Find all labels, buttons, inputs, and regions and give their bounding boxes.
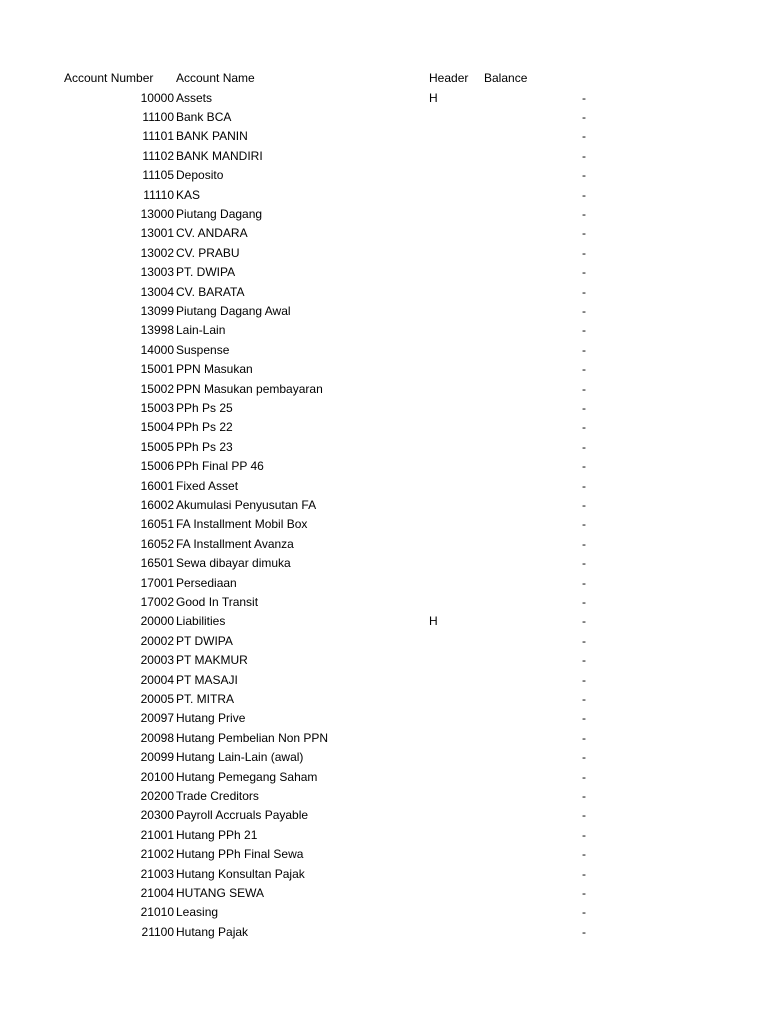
table-row — [0, 263, 768, 282]
account-name-cell: PPh Ps 25 — [176, 400, 233, 415]
account-number-cell: 11100 — [142, 109, 174, 124]
balance-cell: - — [582, 556, 586, 571]
table-row — [0, 127, 768, 146]
account-name-cell: Trade Creditors — [176, 788, 259, 803]
account-name-cell: KAS — [176, 187, 201, 202]
balance-cell: - — [582, 885, 586, 900]
account-number-cell: 15001 — [140, 362, 174, 377]
account-name-cell: Good In Transit — [176, 594, 259, 609]
balance-cell: - — [582, 497, 586, 512]
balance-cell: - — [582, 381, 586, 396]
account-number-cell: 21100 — [141, 924, 174, 939]
account-name-cell: CV. BARATA — [176, 284, 245, 299]
table-row — [0, 438, 768, 457]
table-row — [0, 166, 768, 185]
table-row — [0, 477, 768, 496]
account-name-cell: PPh Final PP 46 — [176, 459, 264, 474]
balance-cell: - — [582, 633, 586, 648]
account-number-cell: 20000 — [140, 614, 174, 629]
account-number-cell: 13998 — [140, 323, 174, 338]
table-row — [0, 457, 768, 476]
account-name-cell: PT. DWIPA — [176, 265, 236, 280]
account-number-cell: 21010 — [140, 905, 174, 920]
account-number-cell: 20003 — [140, 653, 174, 668]
account-name-cell: FA Installment Avanza — [176, 536, 294, 551]
account-name-cell: Lain-Lain — [176, 323, 226, 338]
account-number-cell: 16001 — [140, 478, 174, 493]
balance-cell: - — [582, 245, 586, 260]
balance-cell: - — [582, 905, 586, 920]
balance-cell: - — [582, 478, 586, 493]
table-row — [0, 690, 768, 709]
table-row — [0, 283, 768, 302]
table-row — [0, 186, 768, 205]
balance-cell: - — [582, 750, 586, 765]
balance-cell: - — [582, 517, 586, 532]
account-name-cell: Assets — [176, 90, 213, 105]
account-name-cell: Hutang Prive — [176, 711, 246, 726]
account-number-cell: 13099 — [140, 303, 174, 318]
table-row — [0, 418, 768, 437]
account-number-cell: 20099 — [140, 750, 174, 765]
table-row — [0, 205, 768, 224]
table-row — [0, 302, 768, 321]
account-name-cell: Akumulasi Penyusutan FA — [176, 497, 317, 512]
account-number-cell: 21001 — [140, 827, 174, 842]
account-name-cell: HUTANG SEWA — [176, 885, 265, 900]
account-number-cell: 21002 — [140, 847, 174, 862]
account-name-cell: Payroll Accruals Payable — [176, 808, 309, 823]
table-row — [0, 632, 768, 651]
balance-cell: - — [582, 226, 586, 241]
table-row — [0, 826, 768, 845]
balance-cell: - — [582, 342, 586, 357]
table-row — [0, 554, 768, 573]
table-row — [0, 787, 768, 806]
account-name-cell: Sewa dibayar dimuka — [176, 556, 291, 571]
account-number-cell: 11101 — [142, 129, 174, 144]
account-number-cell: 16051 — [140, 517, 174, 532]
account-number-cell: 20100 — [140, 769, 174, 784]
balance-cell: - — [582, 614, 586, 629]
balance-cell: - — [582, 711, 586, 726]
account-name-cell: PT MASAJI — [176, 672, 238, 687]
balance-cell: - — [582, 653, 586, 668]
account-name-cell: BANK PANIN — [176, 129, 248, 144]
account-name-cell: Suspense — [176, 342, 230, 357]
table-row — [0, 612, 768, 631]
account-number-cell: 16501 — [140, 556, 174, 571]
account-number-cell: 21004 — [140, 885, 174, 900]
account-name-cell: Piutang Dagang — [176, 206, 263, 221]
account-number-cell: 17002 — [140, 594, 174, 609]
balance-cell: - — [582, 439, 586, 454]
balance-cell: - — [582, 129, 586, 144]
account-number-cell: 13000 — [140, 206, 174, 221]
balance-cell: - — [582, 323, 586, 338]
table-row — [0, 224, 768, 243]
account-name-cell: PPN Masukan — [176, 362, 253, 377]
table-row — [0, 729, 768, 748]
account-number-cell: 15005 — [140, 439, 174, 454]
balance-cell: - — [582, 420, 586, 435]
account-name-cell: CV. PRABU — [176, 245, 240, 260]
table-row — [0, 768, 768, 787]
account-number-cell: 13002 — [140, 245, 174, 260]
account-number-cell: 11105 — [142, 168, 174, 183]
balance-cell: - — [582, 672, 586, 687]
balance-cell: - — [582, 691, 586, 706]
account-number-cell: 20004 — [140, 672, 174, 687]
account-name-cell: Persediaan — [176, 575, 237, 590]
account-name-cell: Hutang Pembelian Non PPN — [176, 730, 329, 745]
balance-column-header: Balance — [484, 71, 528, 85]
account-number-cell: 20300 — [140, 808, 174, 823]
account-number-column-header: Account Number — [64, 71, 154, 85]
table-row — [0, 593, 768, 612]
account-number-cell: 20098 — [140, 730, 174, 745]
account-number-cell: 15006 — [140, 459, 174, 474]
balance-cell: - — [582, 362, 586, 377]
balance-cell: - — [582, 303, 586, 318]
balance-cell: - — [582, 148, 586, 163]
balance-cell: - — [582, 847, 586, 862]
account-name-cell: Hutang Pajak — [176, 924, 249, 939]
account-number-cell: 20200 — [140, 788, 174, 803]
balance-cell: - — [582, 808, 586, 823]
account-name-cell: PPN Masukan pembayaran — [176, 381, 323, 396]
account-number-cell: 11102 — [142, 148, 174, 163]
account-name-column-header: Account Name — [176, 71, 255, 85]
account-name-cell: Liabilities — [176, 614, 226, 629]
table-row — [0, 865, 768, 884]
balance-cell: - — [582, 109, 586, 124]
balance-cell: - — [582, 168, 586, 183]
balance-cell: - — [582, 827, 586, 842]
balance-cell: - — [582, 90, 586, 105]
account-number-cell: 20002 — [140, 633, 174, 648]
account-name-cell: FA Installment Mobil Box — [176, 517, 308, 532]
account-number-cell: 17001 — [140, 575, 174, 590]
balance-cell: - — [582, 924, 586, 939]
balance-cell: - — [582, 187, 586, 202]
balance-cell: - — [582, 284, 586, 299]
account-name-cell: PT DWIPA — [176, 633, 233, 648]
balance-cell: - — [582, 788, 586, 803]
account-number-cell: 11110 — [143, 187, 174, 202]
account-name-cell: Bank BCA — [176, 109, 232, 124]
account-name-cell: Deposito — [176, 168, 224, 183]
table-row — [0, 806, 768, 825]
table-row — [0, 651, 768, 670]
balance-cell: - — [582, 265, 586, 280]
balance-cell: - — [582, 400, 586, 415]
balance-cell: - — [582, 730, 586, 745]
account-number-cell: 21003 — [140, 866, 174, 881]
table-row — [0, 884, 768, 903]
table-row — [0, 923, 768, 942]
account-number-cell: 10000 — [140, 90, 174, 105]
table-row — [0, 380, 768, 399]
account-name-cell: PPh Ps 22 — [176, 420, 233, 435]
account-name-cell: PT MAKMUR — [176, 653, 248, 668]
table-row — [0, 108, 768, 127]
account-number-cell: 20005 — [140, 691, 174, 706]
account-name-cell: PPh Ps 23 — [176, 439, 233, 454]
table-row — [0, 399, 768, 418]
header-flag-cell: H — [429, 614, 438, 629]
account-name-cell: Leasing — [176, 905, 219, 920]
table-row — [0, 321, 768, 340]
account-name-cell: CV. ANDARA — [176, 226, 248, 241]
table-row — [0, 709, 768, 728]
header-flag-cell: H — [429, 90, 438, 105]
account-name-cell: Hutang Lain-Lain (awal) — [176, 750, 304, 765]
account-number-cell: 13003 — [140, 265, 174, 280]
account-name-cell: Hutang PPh Final Sewa — [176, 847, 304, 862]
balance-cell: - — [582, 536, 586, 551]
table-row — [0, 360, 768, 379]
table-row — [0, 515, 768, 534]
table-row — [0, 496, 768, 515]
table-row — [0, 748, 768, 767]
account-number-cell: 16002 — [140, 497, 174, 512]
account-number-cell: 13001 — [140, 226, 174, 241]
balance-cell: - — [582, 594, 586, 609]
header-column-header: Header — [429, 71, 469, 85]
table-row — [0, 903, 768, 922]
account-number-cell: 13004 — [140, 284, 174, 299]
column-header-row — [0, 69, 768, 88]
account-name-cell: Piutang Dagang Awal — [176, 303, 291, 318]
account-name-cell: Hutang Pemegang Saham — [176, 769, 318, 784]
balance-cell: - — [582, 206, 586, 221]
table-row — [0, 845, 768, 864]
balance-cell: - — [582, 459, 586, 474]
table-row — [0, 671, 768, 690]
account-name-cell: BANK MANDIRI — [176, 148, 263, 163]
account-name-cell: Fixed Asset — [176, 478, 239, 493]
account-number-cell: 15002 — [140, 381, 174, 396]
account-number-cell: 20097 — [140, 711, 174, 726]
table-row — [0, 244, 768, 263]
table-row — [0, 341, 768, 360]
account-number-cell: 15004 — [140, 420, 174, 435]
table-row — [0, 574, 768, 593]
table-row — [0, 535, 768, 554]
account-name-cell: PT. MITRA — [176, 691, 235, 706]
account-number-cell: 16052 — [140, 536, 174, 551]
account-name-cell: Hutang Konsultan Pajak — [176, 866, 305, 881]
account-number-cell: 15003 — [140, 400, 174, 415]
balance-cell: - — [582, 575, 586, 590]
table-row — [0, 89, 768, 108]
balance-cell: - — [582, 866, 586, 881]
account-name-cell: Hutang PPh 21 — [176, 827, 258, 842]
account-number-cell: 14000 — [140, 342, 174, 357]
balance-cell: - — [582, 769, 586, 784]
table-row — [0, 147, 768, 166]
